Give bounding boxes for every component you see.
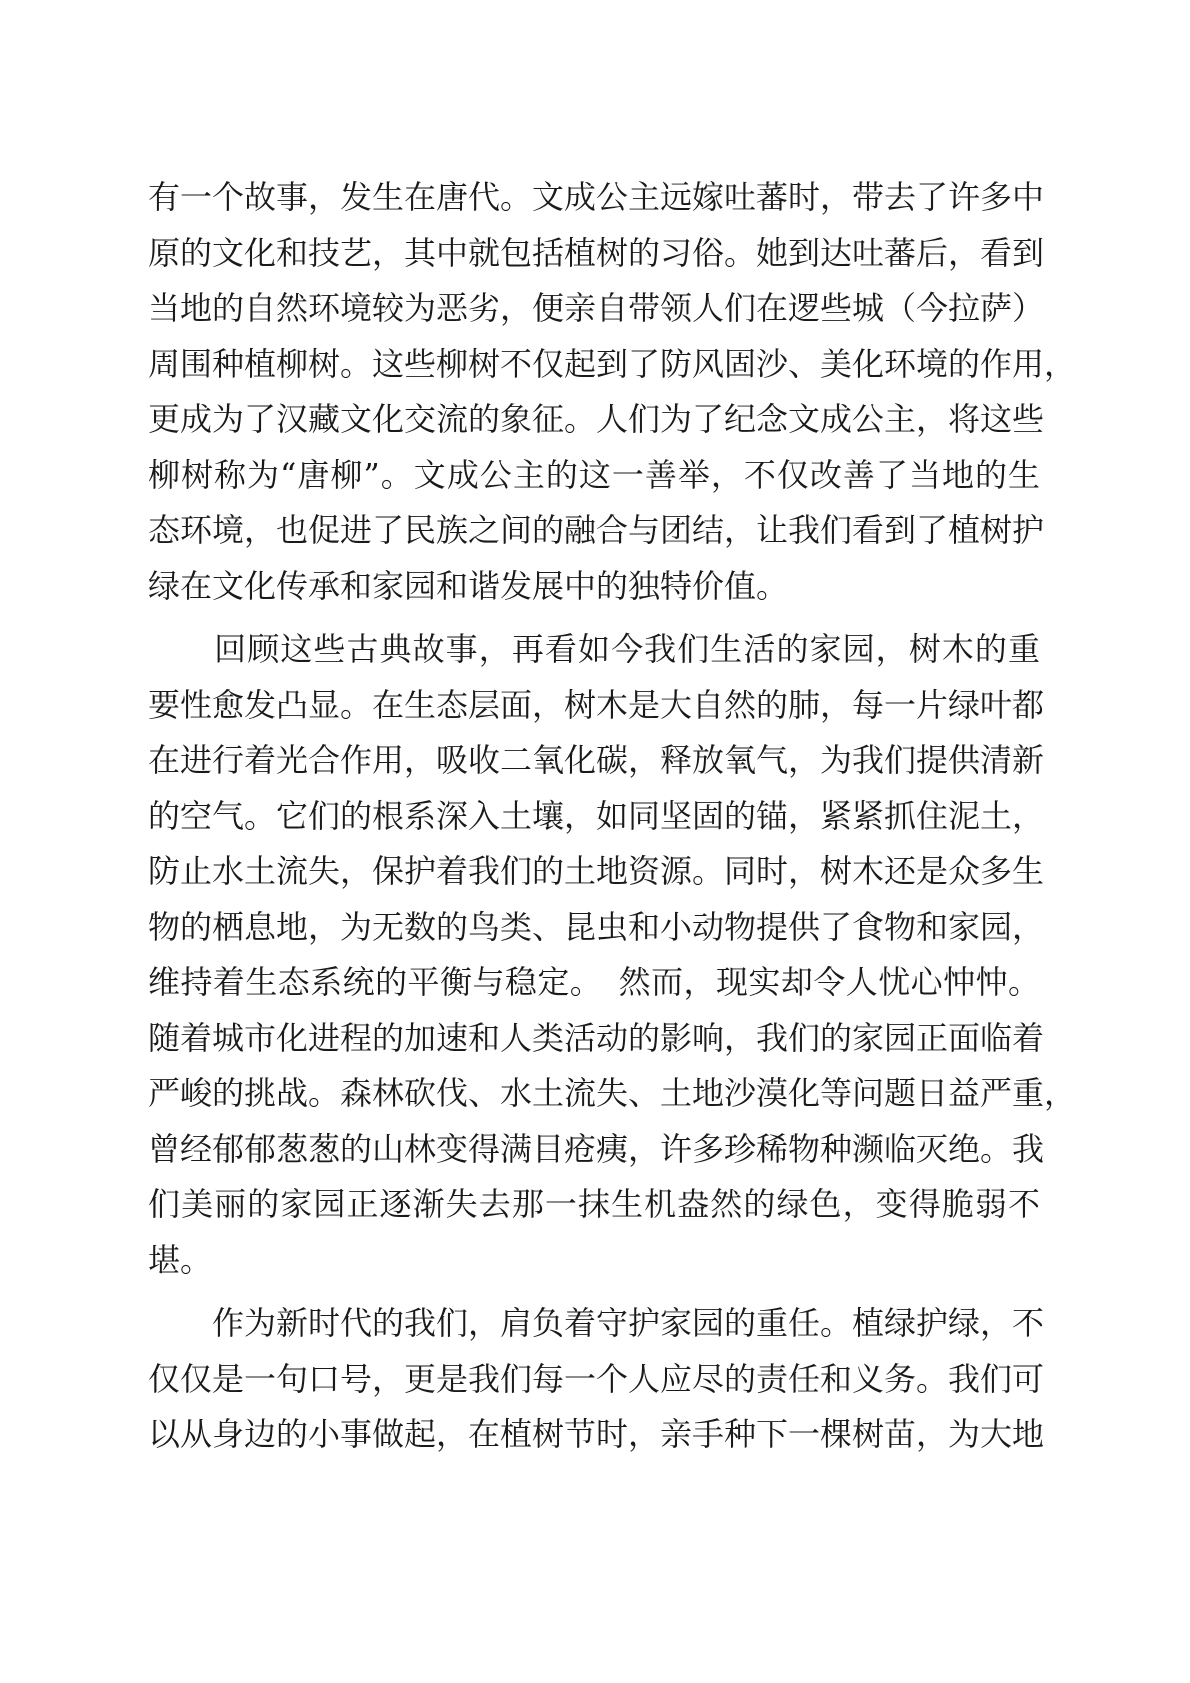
paragraph-tang-willow — [148, 170, 1077, 614]
text-line: 要性愈发凸显。在生态层面，树木是大自然的肺，每一片绿叶都 — [148, 685, 1045, 724]
paragraph-tree-importance — [148, 622, 1077, 1288]
text-line: 当地的自然环境较为恶劣，便亲自带领人们在逻些城（今拉萨） — [148, 289, 1045, 327]
text-line: 仅仅是一句口号，更是我们每一个人应尽的责任和义务。我们可 — [148, 1359, 1045, 1398]
paragraph-new-era — [148, 1296, 1045, 1463]
text-line: 曾经郁郁葱葱的山林变得满目疮痍，许多珍稀物种濒临灭绝。我 — [148, 1129, 1045, 1168]
document-body — [148, 170, 1077, 1463]
text-line: 原的文化和技艺，其中就包括植树的习俗。她到达吐蕃后，看到 — [148, 233, 1045, 272]
text-line: 的空气。它们的根系深入土壤，如同坚固的锚，紧紧抓住泥土， — [148, 796, 1045, 835]
text-line: 随着城市化进程的加速和人类活动的影响，我们的家园正面临着 — [148, 1018, 1045, 1057]
text-line: 们美丽的家园正逐渐失去那一抹生机盎然的绿色，变得脆弱不 — [148, 1185, 1040, 1223]
text-line: 绿在文化传承和家园和谐发展中的独特价值。 — [148, 566, 789, 605]
text-line: 态环境，也促进了民族之间的融合与团结，让我们看到了植树护 — [148, 511, 1045, 549]
text-line: 维持着生态系统的平衡与稳定。 然而，现实却令人忧心忡忡。 — [148, 963, 1040, 1001]
text-line: 柳树称为“唐柳”。文成公主的这一善举，不仅改善了当地的生 — [148, 455, 1040, 494]
text-line: 有一个故事，发生在唐代。文成公主远嫁吐蕃时，带去了许多中 — [148, 178, 1045, 216]
text-line: 周围种植柳树。这些柳树不仅起到了防风固沙、美化环境的作用， — [148, 344, 1077, 383]
text-line: 堪。 — [148, 1240, 213, 1279]
text-line: 作为新时代的我们，肩负着守护家园的重任。植绿护绿，不 — [148, 1304, 1045, 1342]
text-line: 防止水土流失，保护着我们的土地资源。同时，树木还是众多生 — [148, 852, 1045, 890]
paragraph-spacer — [148, 614, 1040, 622]
text-line: 物的栖息地，为无数的鸟类、昆虫和小动物提供了食物和家园， — [148, 907, 1045, 946]
text-line: 严峻的挑战。森林砍伐、水土流失、土地沙漠化等问题日益严重， — [148, 1074, 1077, 1112]
text-line: 以从身边的小事做起，在植树节时，亲手种下一棵树苗，为大地 — [148, 1415, 1045, 1453]
text-line: 更成为了汉藏文化交流的象征。人们为了纪念文成公主，将这些 — [148, 400, 1045, 438]
text-line: 回顾这些古典故事，再看如今我们生活的家园，树木的重 — [148, 630, 1040, 668]
paragraph-spacer — [148, 1288, 1040, 1296]
text-line: 在进行着光合作用，吸收二氧化碳，释放氧气，为我们提供清新 — [148, 741, 1045, 779]
